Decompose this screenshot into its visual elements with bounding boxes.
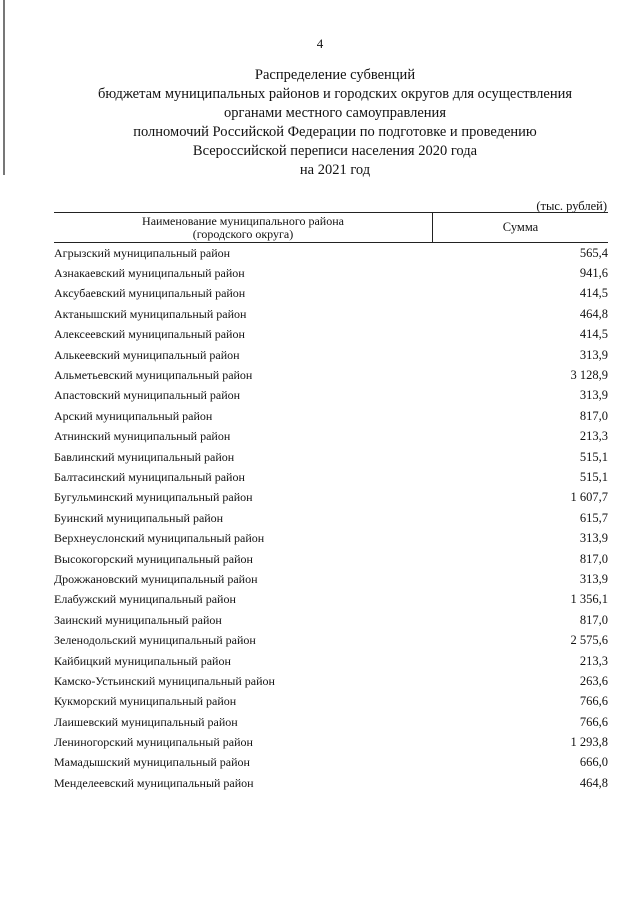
table-row (54, 365, 608, 385)
district-name: Аксубаевский муниципальный район (54, 286, 246, 301)
table-row (54, 508, 608, 528)
district-sum: 515,1 (579, 469, 608, 484)
table-row (54, 712, 608, 732)
table-row (54, 386, 608, 406)
district-sum: 313,9 (579, 347, 608, 362)
district-name: Лениногорский муниципальный район (54, 735, 253, 750)
district-name: Алькеевский муниципальный район (54, 347, 240, 362)
district-name: Алексеевский муниципальный район (54, 327, 245, 342)
district-name: Камско-Устьинский муниципальный район (54, 673, 275, 688)
district-name: Дрожжановский муниципальный район (54, 571, 258, 586)
district-name: Азнакаевский муниципальный район (54, 266, 245, 281)
district-sum: 565,4 (579, 245, 608, 260)
district-sum: 1 607,7 (570, 490, 608, 505)
district-sum: 1 356,1 (570, 592, 608, 607)
table-row (54, 325, 608, 345)
district-sum: 213,3 (579, 429, 608, 444)
header-name-line1: Наименование муниципального района (142, 213, 344, 228)
table-row (54, 753, 608, 773)
table-row (54, 773, 608, 793)
district-sum: 313,9 (579, 531, 608, 546)
district-name: Кукморский муниципальный район (54, 694, 237, 709)
district-sum: 464,8 (579, 306, 608, 321)
heading-line: Распределение субвенций (254, 67, 416, 83)
heading-line: на 2021 год (299, 162, 371, 178)
table-row (54, 549, 608, 569)
district-sum: 464,8 (579, 775, 608, 790)
district-sum: 766,6 (579, 714, 608, 729)
district-sum: 1 293,8 (570, 735, 608, 750)
table-row (54, 671, 608, 691)
document-heading (40, 66, 630, 180)
table-row (54, 610, 608, 630)
district-sum: 3 128,9 (570, 368, 608, 383)
district-sum: 313,9 (579, 571, 608, 586)
heading-line: Всероссийской переписи населения 2020 года (192, 143, 478, 159)
district-sum: 941,6 (579, 266, 608, 281)
table-row (54, 651, 608, 671)
table-body (54, 243, 608, 794)
district-sum: 213,3 (579, 653, 608, 668)
table-row (54, 569, 608, 589)
district-name: Бавлинский муниципальный район (54, 449, 235, 464)
district-sum: 615,7 (579, 510, 608, 525)
scan-edge-line (3, 0, 5, 175)
table-row (54, 467, 608, 487)
table-row (54, 284, 608, 304)
district-name: Атнинский муниципальный район (54, 429, 231, 444)
district-name: Балтасинский муниципальный район (54, 469, 245, 484)
district-sum: 817,0 (579, 551, 608, 566)
heading-line: органами местного самоуправления (224, 105, 446, 121)
district-sum: 817,0 (579, 612, 608, 627)
district-name: Мамадышский муниципальный район (54, 755, 250, 770)
district-name: Бугульминский муниципальный район (54, 490, 253, 505)
table-row (54, 304, 608, 324)
table-row (54, 263, 608, 283)
district-name: Зеленодольский муниципальный район (54, 633, 256, 648)
district-name: Верхнеуслонский муниципальный район (54, 531, 265, 546)
district-name: Буинский муниципальный район (54, 510, 224, 525)
page-number: 4 (316, 36, 324, 51)
header-name-line2: (городского округа) (192, 226, 294, 241)
table-row (54, 590, 608, 610)
district-sum: 666,0 (579, 755, 608, 770)
district-name: Менделеевский муниципальный район (54, 775, 254, 790)
table-row (54, 732, 608, 752)
district-name: Заинский муниципальный район (54, 612, 222, 627)
header-sum-cell: Сумма (502, 220, 539, 234)
district-name: Агрызский муниципальный район (54, 245, 231, 260)
table-row (54, 630, 608, 650)
heading-line: полномочий Российской Федерации по подготовке и проведению (133, 124, 537, 140)
table-row (54, 528, 608, 548)
units-note: (тыс. рублей) (536, 199, 607, 213)
table-row (54, 488, 608, 508)
table-row (54, 692, 608, 712)
table-row (54, 427, 608, 447)
district-sum: 2 575,6 (570, 633, 608, 648)
district-sum: 313,9 (579, 388, 608, 403)
table-row (54, 447, 608, 467)
header-name-cell (54, 213, 433, 242)
district-sum: 414,5 (579, 286, 608, 301)
district-sum: 414,5 (579, 327, 608, 342)
district-sum: 263,6 (579, 673, 608, 688)
district-name: Апастовский муниципальный район (54, 388, 241, 403)
district-name: Арский муниципальный район (54, 408, 213, 423)
heading-line: бюджетам муниципальных районов и городских округов для осуществления (97, 86, 573, 102)
district-name: Кайбицкий муниципальный район (54, 653, 231, 668)
district-name: Альметьевский муниципальный район (54, 368, 253, 383)
district-name: Актанышский муниципальный район (54, 306, 247, 321)
district-name: Лаишевский муниципальный район (54, 714, 238, 729)
table-row (54, 243, 608, 263)
table-row (54, 406, 608, 426)
district-name: Высокогорский муниципальный район (54, 551, 253, 566)
district-sum: 515,1 (579, 449, 608, 464)
district-name: Елабужский муниципальный район (54, 592, 236, 607)
table-header (54, 212, 608, 243)
district-sum: 817,0 (579, 408, 608, 423)
district-sum: 766,6 (579, 694, 608, 709)
subvention-table (54, 212, 608, 794)
table-row (54, 345, 608, 365)
